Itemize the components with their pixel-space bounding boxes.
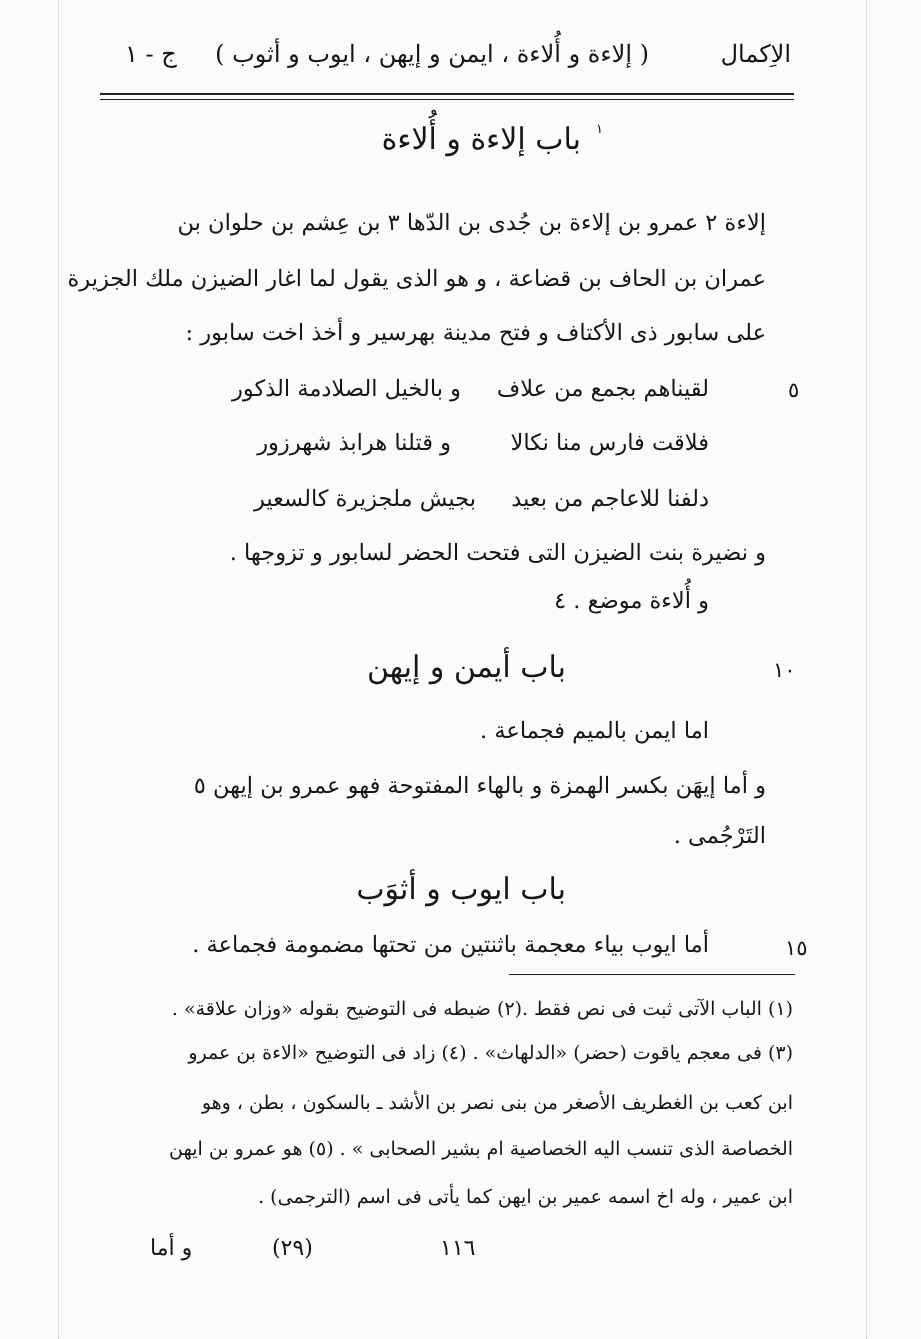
body-line: أما ايوب بياء معجمة باثنتين من تحتها مضمومة فجماعة . — [192, 932, 709, 958]
footnote-line: ابن عمير ، وله اخ اسمه عمير بن ايهن كما يأتى فى اسم (الترجمى) . — [258, 1186, 793, 1208]
scan-dotted-line-left — [58, 0, 59, 1339]
verse-hemistich-1: دلفنا للاعاجم من بعيد — [511, 486, 709, 512]
section-title-ayyub: باب ايوب و أثوَب — [356, 872, 566, 907]
body-line: و نضيرة بنت الضيزن التى فتحت الحضر لسابور و تزوجها . — [229, 540, 766, 566]
body-line: اما ايمن بالميم فجماعة . — [480, 718, 709, 744]
footnote-line: (١) الباب الآتى ثبت فى نص فقط .(٢) ضبطه فى التوضيح بقوله «وزان علاقة» . — [171, 998, 793, 1020]
scan-dotted-line-right — [866, 0, 867, 1339]
body-line: و أُلاءة موضع . ٤ — [554, 588, 709, 614]
body-line: إلاءة ٢ عمرو بن إلاءة بن جُدى بن الدّها ٣ بن عِشم بن حلوان بن — [177, 210, 766, 236]
header-part: ج - ١ — [125, 40, 177, 68]
body-line: التَرْجُمى . — [673, 823, 766, 849]
header-book-title: الاِكمال — [720, 40, 791, 68]
line-number-5: ٥ — [788, 378, 800, 402]
body-line: و أما إيهَن بكسر الهمزة و بالهاء المفتوحة فهو عمرو بن إيهن ٥ — [193, 773, 766, 799]
signature-mark: (٢٩) — [272, 1236, 313, 1261]
header-subject: ( إلاءة و أُلاءة ، ايمن و إيهن ، ايوب و أثوب ) — [215, 40, 649, 68]
page-number: ١١٦ — [440, 1236, 476, 1261]
verse-hemistich-2: و قتلنا هرابذ شهرزور — [257, 430, 451, 456]
verse-hemistich-2: بجيش ملجزيرة كالسعير — [253, 486, 476, 512]
line-number-10: ١٠ — [773, 658, 796, 682]
footnote-line: ابن كعب بن الغطريف الأصغر من بنى نصر بن الأشد ـ بالسكون ، بطن ، وهو — [201, 1092, 793, 1114]
section-title-note: ١ — [596, 122, 603, 137]
catchword: و أما — [150, 1236, 193, 1261]
body-line: عمران بن الحاف بن قضاعة ، و هو الذى يقول لما اغار الضيزن ملك الجزيرة — [67, 266, 766, 292]
footnote-rule — [509, 974, 795, 975]
footnote-line: الخصاصة الذى تنسب اليه الخصاصية ام بشير الصحابى » . (٥) هو عمرو بن ايهن — [169, 1138, 793, 1160]
line-number-15: ١٥ — [785, 936, 808, 960]
verse-hemistich-1: لقيناهم بجمع من علاف — [496, 376, 709, 402]
header-rule-thin — [100, 99, 794, 100]
header-rule — [100, 93, 794, 95]
verse-hemistich-2: و بالخيل الصلادمة الذكور — [232, 376, 461, 402]
section-title-aymen: باب أيمن و إيهن — [366, 650, 566, 685]
section-title-ilaa: باب إلاءة و أُلاءة — [381, 122, 581, 157]
body-line: على سابور ذى الأكتاف و فتح مدينة بهرسير و أخذ اخت سابور : — [185, 320, 766, 346]
footnote-line: (٣) فى معجم ياقوت (حضر) «الدلهاث» . (٤) زاد فى التوضيح «الاءة بن عمرو — [188, 1042, 793, 1064]
verse-hemistich-1: فلاقت فارس منا نكالا — [510, 430, 709, 456]
